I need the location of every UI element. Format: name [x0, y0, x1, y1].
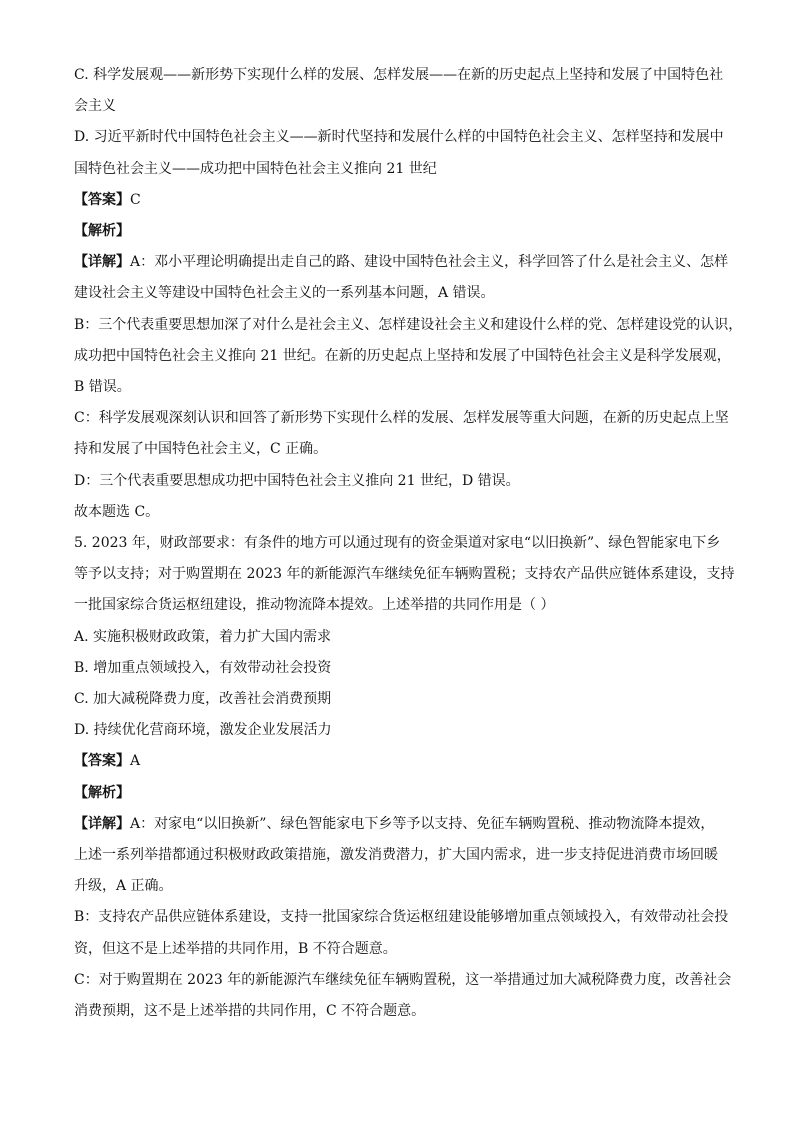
- answer-value: A: [130, 753, 141, 770]
- detail-line-q5-5: 资，但这不是上述举措的共同作用，B 不符合题意。: [74, 940, 397, 957]
- detail-line-q4-8: D：三个代表重要思想成功把中国特色社会主义推向 21 世纪，D 错误。: [74, 472, 520, 489]
- analysis-tag: 【解析】: [74, 784, 130, 801]
- detail-line-q5-1: 【详解】A：对家电“以旧换新”、绿色智能家电下乡等予以支持、免征车辆购置税、推动物流降本提效，: [74, 815, 715, 832]
- detail-line-q4-4: 成功把中国特色社会主义推向 21 世纪。在新的历史起点上坚持和发展了中国特色社会主义是科学发展观，: [74, 347, 731, 364]
- question-5-line-1: 5. 2023 年，财政部要求：有条件的地方可以通过现有的资金渠道对家电“以旧换新”、绿色智能家电下乡: [74, 535, 721, 552]
- question-5-option-a: A. 实施积极财政政策，着力扩大国内需求: [74, 628, 332, 645]
- detail-tag: 【详解】: [74, 254, 130, 271]
- detail-line-q4-5: B 错误。: [74, 379, 131, 396]
- conclusion-line-q4: 故本题选 C。: [74, 503, 160, 520]
- answer-tag: 【答案】: [74, 753, 130, 770]
- detail-line-q5-3: 升级，A 正确。: [74, 878, 173, 895]
- detail-line-q5-7: 消费预期，这不是上述举措的共同作用，C 不符合题意。: [74, 1003, 426, 1020]
- option-c-line-1: C. 科学发展观——新形势下实现什么样的发展、怎样发展——在新的历史起点上坚持和发展了中国特色社: [74, 67, 724, 83]
- analysis-heading-q5: [74, 778, 724, 809]
- detail-line-q4-6: C：科学发展观深刻认识和回答了新形势下实现什么样的发展、怎样发展等重大问题，在新的历史起点上坚: [74, 410, 729, 427]
- analysis-tag: 【解析】: [74, 223, 130, 240]
- detail-line-q5-4: B：支持农产品供应链体系建设，支持一批国家综合货运枢纽建设能够增加重点领域投入，有效带动社会投: [74, 909, 729, 926]
- detail-line-q4-1: 【详解】A：邓小平理论明确提出走自己的路、建设中国特色社会主义，科学回答了什么是社会主义、怎样: [74, 254, 729, 271]
- detail-line-q4-7: 持和发展了中国特色社会主义，C 正确。: [74, 441, 328, 458]
- detail-line-q5-6: C：对于购置期在 2023 年的新能源汽车继续免征车辆购置税，这一举措通过加大减税降费力度，改善社会: [74, 971, 732, 988]
- question-5-option-b: B. 增加重点领域投入，有效带动社会投资: [74, 659, 332, 676]
- answer-line-q4: [74, 185, 724, 216]
- question-5-option-d: D. 持续优化营商环境，激发企业发展活力: [74, 722, 332, 739]
- detail-tag: 【详解】: [74, 815, 130, 832]
- analysis-heading-q4: [74, 216, 724, 247]
- answer-value: C: [130, 191, 141, 208]
- detail-line-q5-2: 上述一系列举措都通过积极财政政策措施，激发消费潜力，扩大国内需求，进一步支持促进消费市场回暖: [74, 847, 718, 864]
- option-c-line-2: 会主义: [74, 98, 116, 115]
- option-d-line-1: D. 习近平新时代中国特色社会主义——新时代坚持和发展什么样的中国特色社会主义、怎样坚持和发展中: [74, 129, 724, 146]
- detail-line-q4-2: 建设社会主义等建设中国特色社会主义的一系列基本问题，A 错误。: [74, 285, 495, 302]
- answer-line-q5: [74, 746, 724, 777]
- answer-tag: 【答案】: [74, 191, 130, 208]
- question-5-option-c: C. 加大减税降费力度，改善社会消费预期: [74, 691, 332, 708]
- option-d-line-2: 国特色社会主义——成功把中国特色社会主义推向 21 世纪: [74, 160, 437, 177]
- document-body: [74, 60, 743, 1027]
- question-5-line-3: 一批国家综合货运枢纽建设，推动物流降本提效。上述举措的共同作用是（ ）: [74, 597, 555, 614]
- detail-line-q4-3: B：三个代表重要思想加深了对什么是社会主义、怎样建设社会主义和建设什么样的党、怎样建设党的认识，: [74, 316, 743, 333]
- question-5-line-2: 等予以支持；对于购置期在 2023 年的新能源汽车继续免征车辆购置税；支持农产品供应链体系建设，支持: [74, 566, 735, 583]
